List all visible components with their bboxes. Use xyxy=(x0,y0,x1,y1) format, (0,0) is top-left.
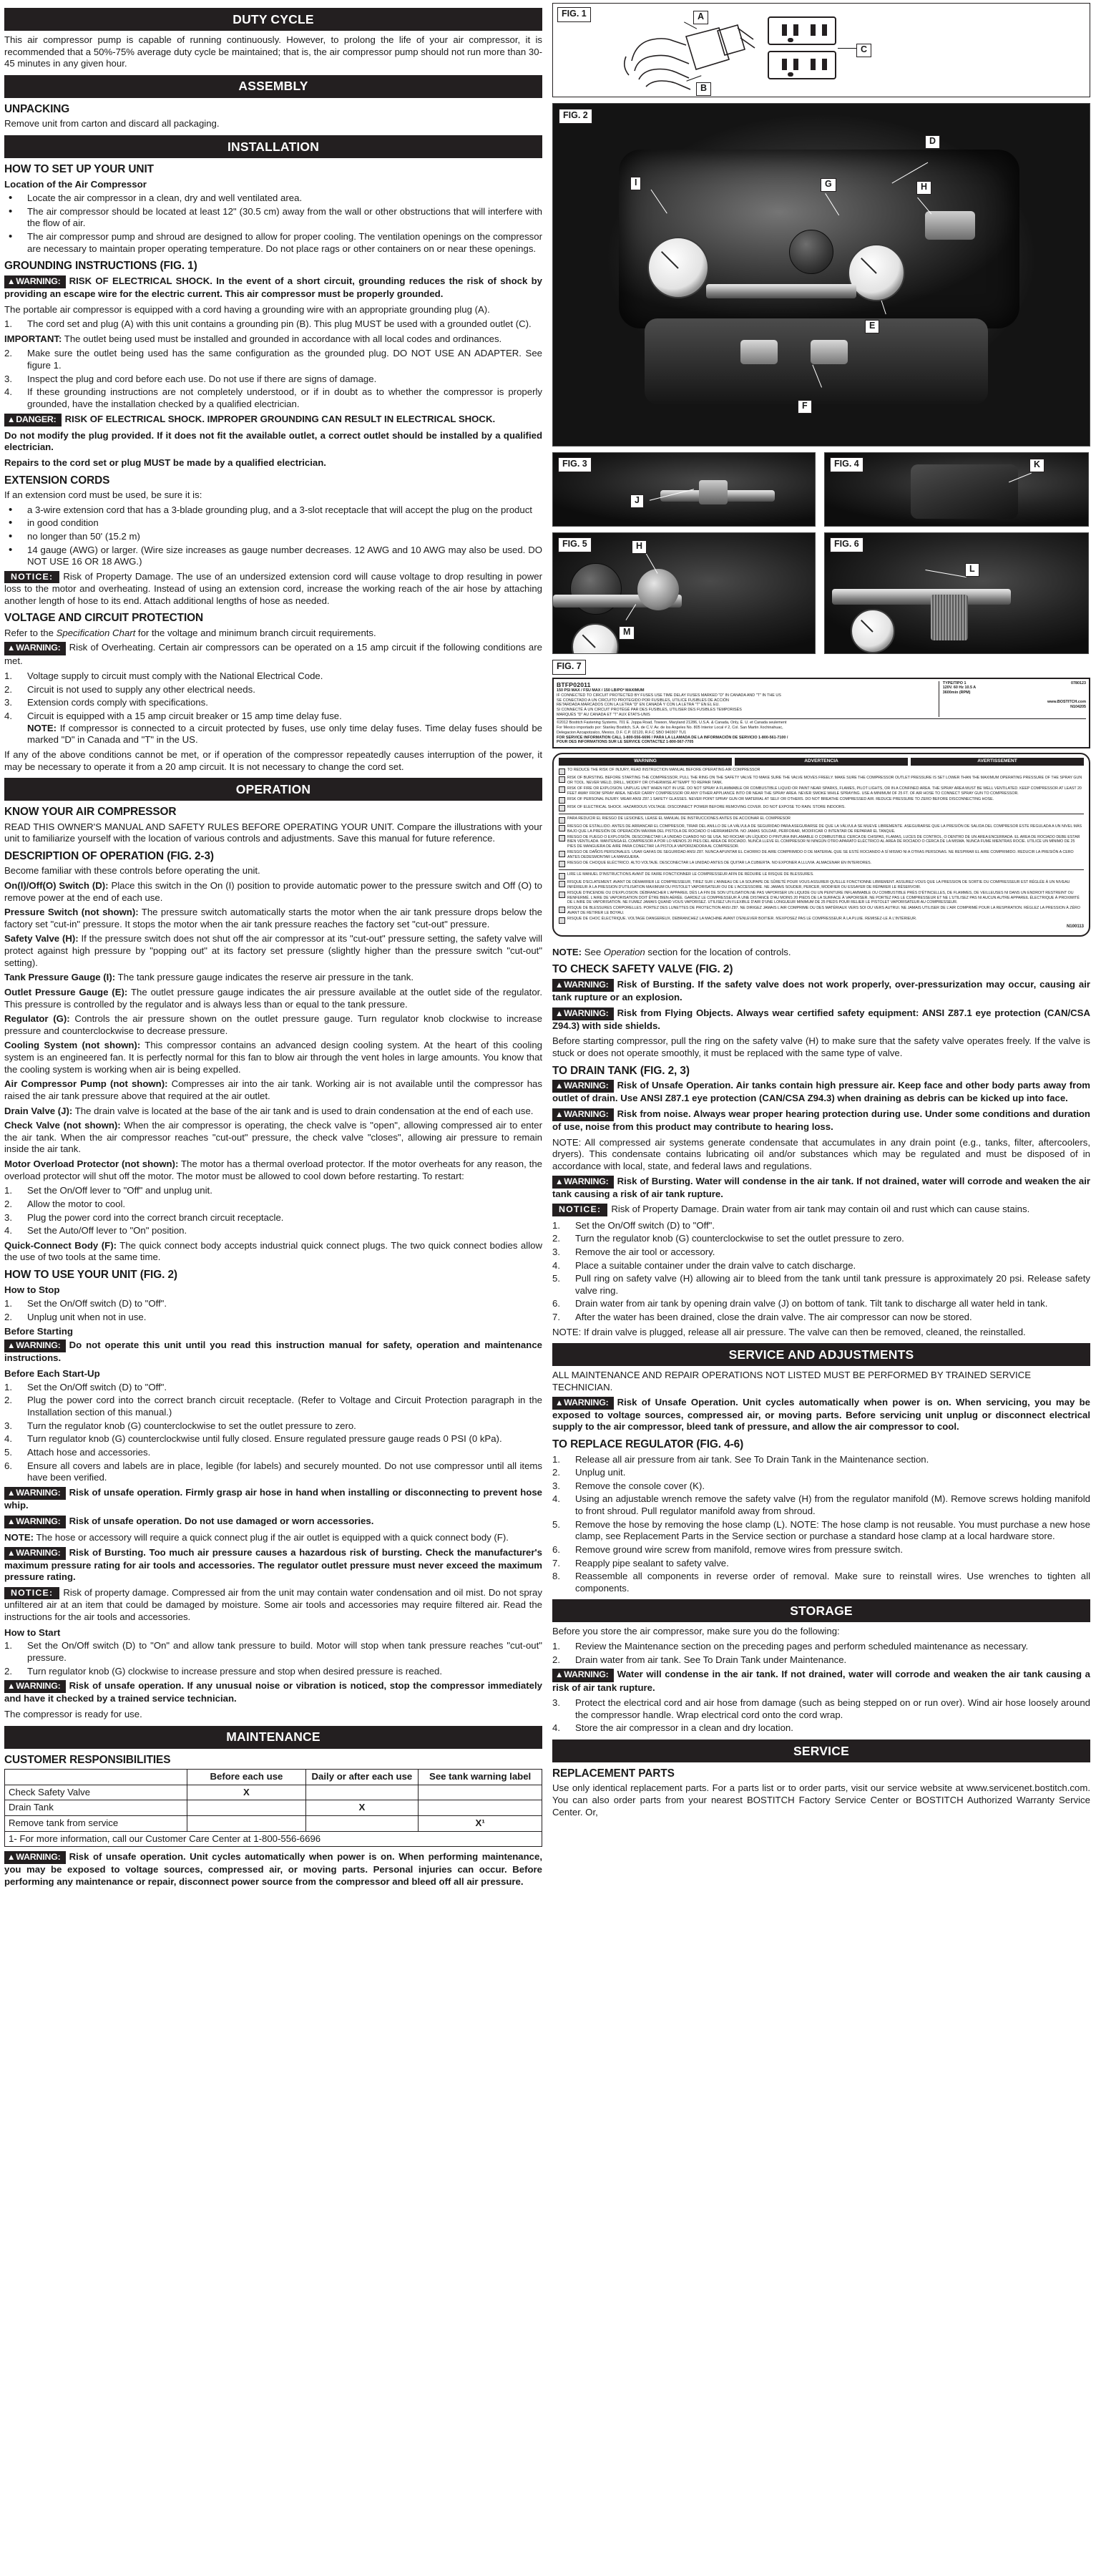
no-modify-plug: Do not modify the plug provided. If it does not fit the available outlet, a correct outlet should be installed by a qualified electrician. xyxy=(4,429,542,453)
list-item: • The air compressor should be located at least 12" (30.5 cm) away from the wall or other obstructions that will interfere with the flow of air. xyxy=(4,206,542,230)
control-safety-valve: Safety Valve (H): If the pressure switch does not shut off the air compressor at its "cut-out" pressure setting, the safety valve will protect against high pressure by "popping out" at its factory set pressure (slightly higher than the pressure switch "cut-out" setting). xyxy=(4,933,543,968)
warning-label-header-bar xyxy=(559,758,1084,766)
control-pressure-switch: Pressure Switch (not shown): The pressure switch automatically starts the motor when the air tank pressure drops below the factory set "cut-in" pressure. It stops the motor when the air tank pressure reaches the factory set "cut-out" pressure. xyxy=(4,907,542,930)
storage-intro: Before you store the air compressor, make sure you do the following: xyxy=(552,1626,840,1637)
list-item: 5. Attach hose and accessories. xyxy=(4,1446,151,1458)
list-item: • 14 gauge (AWG) or larger. (Wire size increases as gauge number decreases. 12 AWG and 10 AWG may also be used. DO NOT USE 16 OR 18 AWG.) xyxy=(4,545,542,568)
figure-tag: FIG. 7 xyxy=(552,660,586,675)
figure-2 xyxy=(552,103,1090,447)
list-item: • The air compressor pump and shroud are designed to allow for proper cooling. The ventilation openings on the compressor are necessary to maintain proper operating temperature. Do not place rags or other containers on or near these openings. xyxy=(4,231,542,255)
warning-line: RIESGO DE FUEGO O EXPLOSIÓN. DESCONECTAR LA UNIDAD CUANDO NO SE USA. NO ROCIAR UN LÍQUIDO O PINTURA INFLAMABLE O COMBUSTIBLE CERCA DE CHISPAS, FLAMAS, LUCES DE CONTROL, O DENTRO DE UN AREA ENCERRADA. EL AREA DE ROCIADO DEBE ESTAR BIEN VENTILADA. MANTENGA EL COMPRESOR A POR LO MENOS 20 PIES DEL AREA DE ROCIADO. NUNCA LLEVE EL COMPRESOR NI NINGÚN OTRO APARATO ELÉCTRICO AL AREA DE ROCIADO O CERCA DE LA MISMA. NUNCA FUME MIENTRAS ROCIE. UTILICE UN MÍNIMO DE 25 PIES DE MANGUERA DE AIRE PARA CONECTAR LA PISTOLA VAPORIZADORA AL COMPRESOR. xyxy=(559,835,1084,849)
warning-line: PARA REDUCIR EL RIESGO DE LESIONES, LEASE EL MANUAL DE INSTRUCCIONES ANTES DE ACCIONAR EL COMPRESOR xyxy=(559,816,1084,824)
section-bar-storage: STORAGE xyxy=(552,1599,1090,1622)
list-item: 1. Set the On/Off switch (D) to "Off". xyxy=(552,1219,715,1231)
list-item: • Locate the air compressor in a clean, dry and well ventilated area. xyxy=(4,192,542,205)
control-drain-valve: Drain Valve (J): The drain valve is located at the base of the air tank and is used to drain condensation at the end of each use. xyxy=(4,1105,534,1116)
list-item: 1. Voltage supply to circuit must comply with the National Electrical Code. xyxy=(4,670,323,682)
figure-6 xyxy=(824,532,1089,654)
control-motor-overload-protector: Motor Overload Protector (not shown): The motor has a thermal overload protector. If the motor overheats for any reason, the overload protector will shut off the motor. The motor must be allowed to cool down before restarting. To restart: xyxy=(4,1158,542,1181)
warning-flying-objects: ▲WARNING: Risk from Flying Objects. Always wear certified safety equipment: ANSI Z87.1 eye protection (CAN/CSA Z94.3) with side shields. xyxy=(552,1007,1090,1031)
grounding-warning: ▲WARNING: RISK OF ELECTRICAL SHOCK. In the event of a short circuit, grounding reduces the risk of shock by providing an escape wire for the electric current. This air compressor must be properly grounded. xyxy=(4,275,542,299)
callout-m: M xyxy=(619,626,635,640)
table-footnote-row xyxy=(5,1831,542,1847)
warning-badge: ▲WARNING: xyxy=(552,1008,614,1020)
right-column xyxy=(552,3,1090,1821)
list-item: 2. Circuit is not used to supply any other electrical needs. xyxy=(4,683,255,695)
warning-line: RIESGO DE ESTALLIDO. ANTES DE ARRANCAR EL COMPRESOR, TIRAR DEL ANILLO DE LA VÁLVULA DE SEGURIDAD PARA ASEGURARSE DE QUE LA VÁLVULA SE MUEVE LIBREMENTE. ASEGURARSE QUE LA PRESIÓN DE SALIDA DEL COMPRESOR ESTE REGULADA A UN NIVEL MÁS BAJO QUE LA PRESIÓN DE OPERACIÓN MÁXIMA DEL PISTOLA DE ROCIADO O HERRAMIENTA. NO JAMAS SOLDAR, PERFORAR, MODIFICAR O INTENTAR DE REPARAR EL TANQUE. xyxy=(559,824,1084,834)
restart-step-list xyxy=(4,1185,542,1237)
unpacking-body: Remove unit from carton and discard all packaging. xyxy=(4,118,220,130)
table-header-cell: Before each use xyxy=(187,1770,305,1785)
callout-k: K xyxy=(1029,459,1044,472)
customer-responsibilities-table xyxy=(4,1769,542,1847)
warning-header-es: ADVERTENCIA xyxy=(735,758,908,766)
warning-noise: ▲WARNING: Risk from noise. Always wear proper hearing protection during use. Under some conditions and duration of use, noise from this product may contribute to hearing loss. xyxy=(552,1108,1090,1133)
control-tank-pressure-gauge: Tank Pressure Gauge (I): The tank pressure gauge indicates the reserve air pressure in the tank. xyxy=(4,972,414,983)
grounding-important: IMPORTANT: The outlet being used must be installed and grounded in accordance with all local codes and ordinances. xyxy=(4,333,502,344)
list-item: 4. If these grounding instructions are not completely understood, or if in doubt as to whether the compressor is properly grounded, have the installation checked by a qualified electrician. xyxy=(4,386,542,409)
list-item: 2. Drain water from air tank. See To Drain Tank under Maintenance. xyxy=(552,1654,847,1665)
list-item: 6. Remove ground wire screw from manifold, remove wires from pressure switch. xyxy=(552,1543,904,1555)
specification-plate xyxy=(552,678,1090,748)
check-safety-valve-heading: TO CHECK SAFETY VALVE (FIG. 2) xyxy=(552,963,733,976)
warning-badge: ▲WARNING: xyxy=(552,1080,614,1093)
drain-tank-heading: TO DRAIN TANK (FIG. 2, 3) xyxy=(552,1064,690,1077)
plate-web: www.BOSTITCH.com xyxy=(1047,699,1086,704)
warning-storage-condense: ▲WARNING: Water will condense in the air tank. If not drained, water will corrode and weaken the air tank causing a risk of air tank rupture. xyxy=(552,1669,1090,1693)
regulator-knob xyxy=(789,230,833,274)
list-item: 3. Protect the electrical cord and air hose from damage (such as being stepped on or run over). Wind air hose loosely around the compressor handle. Wrap electrical cord onto the cord wrap. xyxy=(552,1697,1090,1720)
figure-1 xyxy=(552,3,1090,97)
plate-field-rpm: 3600min (RPM) xyxy=(942,691,971,696)
plate-code-2: N104205 xyxy=(1070,704,1086,709)
replacement-parts-heading: REPLACEMENT PARTS xyxy=(552,1767,675,1780)
drain-step-list xyxy=(552,1220,1090,1324)
plate-addr1: ©2012 Bostitch Fastening Systems, 701 E. Joppa Road, Towson, Maryland 21286, U.S.A. & Canada, Only, É. U. et Canada seulement xyxy=(557,721,787,726)
warning-line: RIESGO DE DAÑOS PERSONALES. USAR GAFAS DE SEGURIDAD ANSI Z87. NUNCA APUNTAR EL CHORRO DE AIRE COMPRIMIDO O DE MATERIAL QUE SE ESTÉ ROCIANDO A SÍ MISMO NI A OTRAS PERSONAS. NE RESPIRAR EL AIRE COMPRIMIDO. REDUCIR LA PRESIÓN A CERO ANTES DEDESMONTAR LA MANGUERA. xyxy=(559,850,1084,859)
voltage-refer: Refer to the Specification Chart for the voltage and minimum branch circuit requirements. xyxy=(4,627,376,638)
list-item: 1. Set the On/Off switch (D) to "Off". xyxy=(4,1381,167,1392)
callout-h: H xyxy=(916,181,931,195)
list-item: 1. Review the Maintenance section on the preceding pages and perform scheduled maintenance as necessary. xyxy=(552,1641,1029,1652)
warning-badge: ▲WARNING: xyxy=(4,1516,66,1528)
outlet-pressure-gauge xyxy=(848,244,905,301)
warning-badge: ▲WARNING: xyxy=(4,275,66,288)
plate-model: BTFP02011 xyxy=(557,680,591,688)
outlet-pressure-gauge xyxy=(572,623,619,654)
eye-protection-icon xyxy=(559,851,565,857)
control-outlet-pressure-gauge: Outlet Pressure Gauge (E): The outlet pressure gauge indicates the air pressure available at the outlet side of the regulator. This pressure is controlled by the regulator and is always less than or equal to the tank pressure. xyxy=(4,986,543,1010)
table-cell-label: Drain Tank xyxy=(5,1800,187,1816)
table-cell-mark xyxy=(419,1785,542,1800)
warning-header-fr: AVERTISSEMENT xyxy=(911,758,1084,766)
before-starting-warning: ▲WARNING: Do not operate this unit until you read this instruction manual for safety, operation and maintenance instructions. xyxy=(4,1340,542,1364)
how-to-start-list xyxy=(4,1640,542,1677)
list-item: 2. Make sure the outlet being used has the same configuration as the grounded plug. DO NOT USE AN ADAPTER. See figure 1. xyxy=(4,348,542,371)
warning-line: RIESGO DE CHOQUE ELÉCTRICO. ALTO VOLTAJE. DESCONECTAR LA UNIDAD ANTES DE QUITAR LA CUBIERTA. NO EXPONER A LLUVIA. ALMACENAR EN INTERIORES. xyxy=(559,861,1084,868)
section-bar-assembly: ASSEMBLY xyxy=(4,75,542,98)
repairs-text: Repairs to the cord set or plug MUST be made by a qualified electrician. xyxy=(4,457,326,469)
plate-addr4: FOR SERVICE INFORMATION CALL 1-800-556-6696 / PARA LA LLAMADA DE LA INFORMACIÓN DE SERVICIO 1-800-561-7100 / xyxy=(557,735,788,740)
list-item: 4. Turn regulator knob (G) counterclockwise until fully closed. Ensure regulated pressure gauge reads 0 PSI (0 kPa). xyxy=(4,1433,502,1445)
voltage-tail: If any of the above conditions cannot be met, or if operation of the compressor repeatedly causes interruption of the power, it may be necessary to operate it from a 20 amp circuit. It is not necessary to change the cord set. xyxy=(4,748,542,772)
list-item: 2. Allow the motor to cool. xyxy=(4,1198,126,1209)
note-condensate: NOTE: All compressed air systems generate condensate that accumulates in any drain point (e.g., tanks, filter, aftercoolers, dryers). This condensate contains lubricating oil and/or substances which may be regulated and must be disposed of in accordance with local, state, and federal laws and regulations. xyxy=(552,1136,1090,1171)
notice-moisture: NOTICE: Risk of property damage. Compressed air from the unit may contain water condensation and oil mist. Do not spray unfiltered air at an item that could be damaged by moisture. Some air tools and accessories may require filtered air. Read the instructions for the air tools and accessories. xyxy=(4,1586,542,1622)
list-item: 2. Plug the power cord into the correct branch circuit receptacle. (Refer to Voltage and Circuit Protection paragraph in the Installation section of this manual.) xyxy=(4,1395,542,1418)
burst-icon xyxy=(559,776,565,783)
table-cell-mark xyxy=(187,1815,305,1831)
manual-icon xyxy=(559,817,565,824)
fire-icon xyxy=(559,835,565,841)
warning-badge: ▲WARNING: xyxy=(4,1680,66,1693)
warning-badge: ▲WARNING: xyxy=(4,1487,66,1500)
warning-drain-unsafe: ▲WARNING: Risk of Unsafe Operation. Air tanks contain high pressure air. Keep face and other body parts away from outlet of drain. Use ANSI Z87.1 eye protection (CAN/CSA Z94.3) when draining as debris can be kicked up into face. xyxy=(552,1080,1090,1104)
table-footnote: 1- For more information, call our Customer Care Center at 1-800-556-6696 xyxy=(5,1831,542,1847)
extension-cord-notice: NOTICE: Risk of Property Damage. The use of an undersized extension cord will cause voltage to drop resulting in power loss to the motor and overheating. Instead of using an extension cord, increase the working reach of the air hose by attaching another length of hose to its end. Attach additional lengths of hose as needed. xyxy=(4,570,542,606)
figure-tag: FIG. 2 xyxy=(559,109,592,124)
list-item: 5. Pull ring on safety valve (H) allowing air to bleed from the tank until tank pressure is approximately 20 psi. Release safety valve ring. xyxy=(552,1273,1090,1296)
location-bullet-list xyxy=(4,192,542,255)
unpacking-heading: UNPACKING xyxy=(4,102,70,115)
list-item: 7. Reapply pipe sealant to safety valve. xyxy=(552,1557,729,1568)
notice-drain-stains: NOTICE: Risk of Property Damage. Drain water from air tank may contain oil and rust which can cause stains. xyxy=(552,1204,1090,1216)
list-item: 1. Set the On/Off lever to "Off" and unplug unit. xyxy=(4,1185,212,1196)
list-item: 2. Turn regulator knob (G) clockwise to increase pressure and stop when desired pressure is reached. xyxy=(4,1665,443,1677)
grounding-step-list xyxy=(4,318,542,331)
storage-step-list xyxy=(552,1641,1090,1666)
warning-badge: ▲WARNING: xyxy=(552,1108,614,1121)
list-item: 1. Release all air pressure from air tank. See To Drain Tank in the Maintenance section. xyxy=(552,1453,929,1465)
warning-line: RISQUE DE BLESSURES CORPORELLES. PORTEZ DES LUNETTES DE PROTECTION ANSI Z87. NE DIRIGEZ JAMAIS L'AIR COMPRIME OU DES MATÉRIAUX VERS SOI OU VERS AUTRUI. NE JAMAIS UTILISER DE L'AIR COMPRIMÉ POUR LA RESPIRATION. RÉGLEZ LA PRESSION À ZÉRO AVANT DE RETIRER LE BOYAU. xyxy=(559,906,1084,915)
plate-addr2: For Mexico importado por: Stanley Bostitch, S.A. de C.V. Av. de los Angeles No. 805 Interior Local # 2, Col. San Martin Xochinahuac, xyxy=(557,726,783,731)
table-cell-mark: X xyxy=(187,1785,305,1800)
table-cell-mark xyxy=(187,1800,305,1816)
warning-badge: ▲WARNING: xyxy=(4,1851,66,1864)
manual-icon xyxy=(559,769,565,775)
pressure-gauge xyxy=(851,609,895,653)
callout-l: L xyxy=(965,563,979,577)
section-bar-duty-cycle: DUTY CYCLE xyxy=(4,8,542,31)
list-item: 2. Unplug unit when not in use. xyxy=(4,1311,147,1322)
before-each-startup-list xyxy=(4,1382,542,1484)
callout-h: H xyxy=(632,540,647,554)
warning-unit-cycles: ▲WARNING: Risk of unsafe operation. Unit cycles automatically when power is on. When performing maintenance, you may be exposed to voltage sources, compressed air, or moving parts. Personal injuries can occur. Before performing any maintenance or repair, disconnect power source from the compressor and bleed off all air pressure. xyxy=(4,1851,542,1888)
grounding-heading: GROUNDING INSTRUCTIONS (FIG. 1) xyxy=(4,260,197,273)
description-intro: Become familiar with these controls before operating the unit. xyxy=(4,865,260,877)
warning-sv-bursting: ▲WARNING: Risk of Bursting. If the safety valve does not work properly, over-pressurization may occur, causing air tank rupture or an explosion. xyxy=(552,978,1090,1002)
know-compressor-heading: KNOW YOUR AIR COMPRESSOR xyxy=(4,806,177,819)
know-compressor-body: READ THIS OWNER'S MANUAL AND SAFETY RULES BEFORE OPERATING YOUR UNIT. Compare the illustrations with your unit to familiarize yourself with the location of various controls and adjustments. Save this manual for future reference. xyxy=(4,821,542,844)
voltage-warning: ▲WARNING: Risk of Overheating. Certain air compressors can be operated on a 15 amp circuit if the following conditions are met. xyxy=(4,642,542,666)
table-header-row xyxy=(5,1770,542,1785)
tank-pressure-gauge xyxy=(647,237,709,298)
list-item: 5. Remove the hose by removing the hose clamp (L). NOTE: The hose clamp is not reusable. You must purchase a new hose clamp, see Replacement Parts in the Service section or purchase a standard hose clamp at a local hardware store. xyxy=(552,1518,1090,1542)
list-item: 4. Store the air compressor in a clean and dry location. xyxy=(552,1722,793,1734)
plate-line3: RETARDADA MARCADOS CON LA LETRA "D" EN CANADÁ Y CON LA LETRA "T" EN EL EU. xyxy=(557,703,720,708)
warning-line: RISK OF BURSTING. BEFORE STARTING THE COMPRESSOR, PULL THE RING ON THE SAFETY VALVE TO MAKE SURE THE VALVE MOVES FREELY. MAKE SURE THE COMPRESSOR OUTLET PRESSURE IS SET LOWER THAN THE MAXIMUM OPERATING PRESSURE OF THE SPRAY GUN OR TOOL. NEVER WELD, DRILL, MODIFY OR OTHERWISE ATTEMPT TO REPAIR TANK. xyxy=(559,776,1084,785)
warning-badge: ▲WARNING: xyxy=(4,1340,66,1352)
plate-addr3: Delegacion Azcapotzalco, Mexico, D.F. C.P. 02120, R.F.C SBO 940307 TU1 xyxy=(557,730,687,735)
callout-i: I xyxy=(630,177,641,190)
plate-line5: MARQUÉS "D" AU CANADA ET "T" AUX ÉTATS-UNIS xyxy=(557,712,650,717)
duty-cycle-body: This air compressor pump is capable of running continuously. However, to prolong the life of your air compressor, it is recommended that a 50%-75% average duty cycle be maintained; that is, the air compressor pump should not run more than 30-45 minutes in any given hour. xyxy=(4,34,542,69)
note-see-operation: NOTE: See Operation section for the location of controls. xyxy=(552,946,791,957)
callout-g: G xyxy=(821,178,836,192)
warning-vibration: ▲WARNING: Risk of unsafe operation. If any unusual noise or vibration is noticed, stop the compressor immediately and have it checked by a trained service technician. xyxy=(4,1680,542,1704)
warning-label-code: N100113 xyxy=(1066,924,1084,930)
shock-icon xyxy=(559,917,565,924)
plate-field-volts: 120V. 60 Hz 10.5 A xyxy=(942,686,977,691)
warning-line: RISK OF FIRE OR EXPLOSION. UNPLUG UNIT WHEN NOT IN USE. DO NOT SPRAY A FLAMMABLE OR COMBUSTIBLE LIQUID OR PAINT NEAR SPARKS, FLAMES, PILOT LIGHTS, OR IN A CONFINED AREA. THE SPRAY AREA MUST BE WELL VENTILATED. KEEP COMPRESSOR AT LEAST 20 FEET AWAY FROM SPRAY AREA. NEVER CARRY COMPRESSOR OR ANY OTHER APPLIANCE INTO OR NEAR THE SPRAY AREA. NEVER SMOKE WHILE SPRAYING. USE A MINIMUM OF 25 FT. OF AIR HOSE TO CONNECT SPRAY GUN TO COMPRESSOR. xyxy=(559,786,1084,796)
burst-icon xyxy=(559,825,565,831)
table-cell-mark xyxy=(419,1800,542,1816)
eye-protection-icon xyxy=(559,907,565,913)
warning-line: LIRE LE MANUEL D'INSTRUCTIONS AVANT DE FAIRE FONCTIONNER LE COMPRESSEUR AFIN DE RÉDUIRE LE RISQUE DE BLESSURES. xyxy=(559,872,1084,879)
voltage-protection-heading: VOLTAGE AND CIRCUIT PROTECTION xyxy=(4,612,204,625)
table-header-cell: Daily or after each use xyxy=(305,1770,419,1785)
service-adjust-intro: ALL MAINTENANCE AND REPAIR OPERATIONS NOT LISTED MUST BE PERFORMED BY TRAINED SERVICE TECHNICIAN. xyxy=(552,1370,1032,1393)
compressor-ready: The compressor is ready for use. xyxy=(4,1708,142,1719)
list-item: 4. Set the Auto/Off lever to "On" position. xyxy=(4,1225,187,1236)
callout-f: F xyxy=(798,400,812,414)
plate-field-type: TYPE/TIPO 1 xyxy=(942,680,967,686)
warning-bursting: ▲WARNING: Risk of Bursting. Too much air pressure causes a hazardous risk of bursting. Check the manufacturer's maximum pressure rating for air tools and accessories. The regulator outlet pressure must never exceed the maximum pressure rating. xyxy=(4,1546,542,1583)
warning-hose-whip: ▲WARNING: Risk of unsafe operation. Firmly grasp air hose in hand when installing or disconnecting to prevent hose whip. xyxy=(4,1486,542,1511)
control-regulator: Regulator (G): Controls the air pressure shown on the outlet pressure gauge. Turn regulator knob clockwise to increase pressure and counterclockwise to decrease pressure. xyxy=(4,1013,542,1036)
warning-badge: ▲WARNING: xyxy=(552,1397,614,1410)
list-item: 1. Set the On/Off switch (D) to "On" and allow tank pressure to build. Motor will stop when tank pressure reaches "cut-out" pressure. xyxy=(4,1640,542,1663)
warning-header-en: WARNING xyxy=(559,758,732,766)
before-starting-heading: Before Starting xyxy=(4,1326,74,1337)
figure-4 xyxy=(824,452,1089,527)
replacement-parts-body: Use only identical replacement parts. For a parts list or to order parts, visit our service website at www.servicenet.bostitch.com. You can also order parts from your nearest BOSTITCH Factory Service Center or BOSTITCH Authorized Warranty Service Center. Or, xyxy=(552,1782,1090,1818)
list-item: 6. Ensure all covers and labels are in place, legible (for labels) and securely mounted. Do not use compressor until all items have been verified. xyxy=(4,1460,542,1483)
control-quick-connect-body: Quick-Connect Body (F): The quick connect body accepts industrial quick connect plugs. The two quick connect bodies allow the use of two tools at the same time. xyxy=(4,1239,542,1263)
extension-cord-bullet-list xyxy=(4,504,542,568)
fire-icon xyxy=(559,786,565,793)
how-to-stop-list xyxy=(4,1298,542,1323)
warning-line: RISQUE DE CHOC ÉLECTRIQUE. VOLTAGE DANGEREUX. DEBRANCHEZ LA MACHINE AVANT D'ENLEVER BOITIER. N'EXPOSEZ PAS LE COMPRESSEUR À LA PLUIE. REMISEZ-LE À L'INTÉRIEUR. xyxy=(559,917,1084,924)
control-onoff-switch: On(I)/Off(O) Switch (D): Place this switch in the On (I) position to provide automatic power to the pressure switch and Off (O) to remove power at the end of each use. xyxy=(4,879,542,903)
table-cell-mark xyxy=(305,1785,419,1800)
figure-tag: FIG. 5 xyxy=(558,537,592,552)
replace-regulator-list xyxy=(552,1454,1090,1595)
drain-note: NOTE: If drain valve is plugged, release all air pressure. The valve can then be removed, cleaned, the reinstalled. xyxy=(552,1326,1026,1337)
customer-responsibilities-heading: CUSTOMER RESPONSIBILITIES xyxy=(4,1753,171,1766)
section-bar-service: SERVICE xyxy=(552,1740,1090,1762)
callout-e: E xyxy=(865,320,879,333)
list-item: 1. The cord set and plug (A) with this unit contains a grounding pin (B). This plug MUST be used with a grounded outlet (C). xyxy=(4,318,532,330)
section-bar-installation: INSTALLATION xyxy=(4,135,542,158)
section-bar-operation: OPERATION xyxy=(4,778,542,801)
list-item: 3. Extension cords comply with specifications. xyxy=(4,697,208,708)
table-header-cell xyxy=(5,1770,187,1785)
figure-7 xyxy=(552,660,1090,675)
table-row xyxy=(5,1785,542,1800)
outlet-lower xyxy=(768,51,836,79)
list-item: 2. Turn the regulator knob (G) counterclockwise to set the outlet pressure to zero. xyxy=(552,1233,904,1244)
warning-line: RISQUE D'ECLATEMENT. AVANT DE DÉMARRER LE COMPRESSEUR, TIREZ SUR L'ANNEAU DE LA SOUPAPE DE SÛRETÉ POUR VOUS ASSURER QU'ELLE FONCTIONNE LIBREMENT. ASSUREZ-VOUS QUE LA PRESSION DE SORTIE DU COMPRESSEUR EST RÉGLÉE À UN NIVEAU INFÉRIEUR À LA PRESSION D'UTILISATION MAXIMUM DU PISTOLET VAPORISATEUR OU DE L'ACCESSOIRE. NE JAMAIS SOUDER, PERCER, MODIFIER OU ESSAYER DE RÉPARER LE RÉSERVOIR. xyxy=(559,880,1084,889)
warning-line: RISK OF PERSONAL INJURY. WEAR ANSI Z87.1 SAFETY GLASSES. NEVER POINT SPRAY GUN OR MATERIAL AT SELF OR OTHERS. DO NOT BREATHE COMPRESSED AIR. REDUCE PRESSURE TO ZERO BEFORE DISCONNECTING HOSE. xyxy=(559,797,1084,804)
figure-tag: FIG. 6 xyxy=(830,537,863,552)
warning-badge: ▲WARNING: xyxy=(552,1669,614,1682)
list-item: • a 3-wire extension cord that has a 3-blade grounding plug, and a 3-slot receptacle that will accept the plug on the product xyxy=(4,504,542,517)
manual-icon xyxy=(559,873,565,879)
list-item: 2. Unplug unit. xyxy=(552,1467,626,1478)
plate-addr5: POUR DES INFORMATIONS SUR LE SERVICE CONTACTEZ 1-800-567-7705 xyxy=(557,740,694,745)
warning-badge: ▲WARNING: xyxy=(552,1176,614,1189)
list-item: 1. Set the On/Off switch (D) to "Off". xyxy=(4,1298,167,1309)
callout-j: J xyxy=(630,494,644,508)
list-item: 3. Plug the power cord into the correct branch circuit receptacle. xyxy=(4,1211,284,1223)
left-column xyxy=(4,3,542,1892)
table-cell-mark: X¹ xyxy=(419,1815,542,1831)
list-item: • no longer than 50' (15.2 m) xyxy=(4,531,542,543)
list-item: 7. After the water has been drained, close the drain valve. The air compressor can now be stored. xyxy=(552,1312,972,1323)
list-item: 4. Circuit is equipped with a 15 amp circuit breaker or 15 amp time delay fuse. NOTE: If compressor is connected to a circuit protected by fuses, use only time delay fuses. Time delay fuses should be marked "D" in Canada and "T" in the US. xyxy=(4,711,542,746)
warning-service-unsafe: ▲WARNING: Risk of Unsafe Operation. Unit cycles automatically when power is on. When servicing, you may be exposed to voltage sources, compressed air, or moving parts. Before servicing unit unplug or disconnect electrical supply to the air compressor, bleed tank of pressure, and allow the air compressor to cool. xyxy=(552,1396,1090,1433)
list-item: 4. Place a suitable container under the drain valve to catch discharge. xyxy=(552,1259,856,1271)
warning-damaged-accessories: ▲WARNING: Risk of unsafe operation. Do not use damaged or worn accessories. xyxy=(4,1516,542,1528)
table-cell-mark: X xyxy=(305,1800,419,1816)
outlet-upper xyxy=(768,16,836,45)
list-item: 3. Inspect the plug and cord before each use. Do not use if there are signs of damage. xyxy=(4,373,377,384)
replace-regulator-heading: TO REPLACE REGULATOR (FIG. 4-6) xyxy=(552,1438,744,1451)
burst-icon xyxy=(559,881,565,887)
fire-icon xyxy=(559,892,565,898)
callout-c: C xyxy=(856,44,871,57)
how-to-use-heading: HOW TO USE YOUR UNIT (FIG. 2) xyxy=(4,1269,177,1282)
warning-badge: ▲WARNING: xyxy=(4,642,66,655)
grounding-intro: The portable air compressor is equipped with a cord having a grounding wire with an appropriate grounding plug (A). xyxy=(4,303,490,315)
list-item: 3. Remove the console cover (K). xyxy=(552,1480,705,1491)
callout-a: A xyxy=(693,11,708,24)
storage-step-list-2 xyxy=(552,1697,1090,1735)
list-item: 4. Using an adjustable wrench remove the safety valve (H) from the regulator manifold (M). Remove screws holding manifold to front shroud. Pull regulator manifold away from shroud. xyxy=(552,1493,1090,1517)
plate-code-1: 0780123 xyxy=(1071,680,1086,686)
table-header-cell: See tank warning label xyxy=(419,1770,542,1785)
extension-cords-intro: If an extension cord must be used, be sure it is: xyxy=(4,489,202,501)
voltage-step-list xyxy=(4,670,542,746)
table-row xyxy=(5,1800,542,1816)
list-item: 3. Remove the air tool or accessory. xyxy=(552,1246,715,1257)
how-to-start-heading: How to Start xyxy=(4,1626,61,1638)
warning-line: RISQUE D'INCENDIE OU D'EXPLOSION. DÉBRANCHER L'APPAREIL DÈS LA FIN DE SON UTILISATION.NE PAS VAPORISER UN LIQUIDE OU UN PEINTURE INFLAMMABLE OU COMBUSTIBLE PRÈS D'ÉTINCELLES, DE FLAMMES, DE VEILLEUSES NI DANS UN ENDROIT RESTREINT OU RENFERMÉ. L'AIRE DE VAPORISATION DOIT ÊTRE BIEN AÉRÉE. GARDEZ LE COMPRESSEUR À UNE DISTANCE D'AU MOINS 20 PIEDS DE LA SURFACE À VAPORISER. NE PORTEZ PAS LE COMPRESSEUR ET NE L'UTILISEZ PAS NI AUCUN AUTRE APPAREIL ÉLECTRIQUE À PROXIMITÉ DE L'AIRE DE VAPORISATION. NE FUMEZ JAMAIS QUAND VOUS VAPORISEZ. UTILISEZ UN FLEXIBLE D'AIR D'UNE LONGUEUR MINIMUM DE 25 PIEDS POUR RELIER LE PISTOLET VAPORISATEUR AU COMPRESSEUR. xyxy=(559,891,1084,905)
warning-badge: ▲WARNING: xyxy=(4,1547,66,1560)
section-bar-service-adjustments: SERVICE AND ADJUSTMENTS xyxy=(552,1343,1090,1366)
description-operation-heading: DESCRIPTION OF OPERATION (FIG. 2-3) xyxy=(4,849,214,862)
plate-line2: SE CONECTADO A UN CIRCUITO PROTEGIDO POR FUSIBLES, UTILICE FUSIBLES DE ACCIÓN xyxy=(557,698,729,703)
control-cooling-system: Cooling System (not shown): This compressor contains an advanced design cooling system. At the heart of this cooling system is an engineered fan. It is perfectly normal for this fan to blow air through the vent holes in large amounts. You know that the cooling system is working when air is being expelled. xyxy=(4,1040,542,1075)
callout-d: D xyxy=(925,135,940,149)
plate-line4: SI CONNECTÉ À UN CIRCUIT PROTÉGÉ PAR DES FUSIBLES, UTILISER DES FUSIBLES TEMPORISÉS xyxy=(557,708,742,713)
note-quick-connect: NOTE: The hose or accessory will require a quick connect plug if the air outlet is equipped with a quick connect body (F). xyxy=(4,1531,509,1543)
notice-badge: NOTICE: xyxy=(552,1204,607,1216)
plate-desc: 150 PSI MAX / FSU MAX / 150 LB/PO² MAXIMUM xyxy=(557,688,645,693)
warning-line: RISK OF ELECTRICAL SHOCK. HAZARDOUS VOLTAGE. DISCONNECT POWER BEFORE REMOVING COVER. DO NOT EXPOSE TO RAIN. STORE INDOORS. xyxy=(559,805,1084,812)
list-item: 6. Drain water from air tank by opening drain valve (J) on bottom of tank. Tilt tank to discharge all water held in tank. xyxy=(552,1298,1048,1309)
list-item: • in good condition xyxy=(4,517,542,530)
hand-plug-illustration xyxy=(617,11,768,97)
table-cell-mark xyxy=(305,1815,419,1831)
danger-badge: ▲DANGER: xyxy=(4,414,62,426)
figure-tag: FIG. 4 xyxy=(830,457,863,472)
control-check-valve: Check Valve (not shown): When the air compressor is operating, the check valve is "open", allowing compressed air to enter the air tank. When the air compressor reaches "cut-out" pressure, the check valve "closes", allowing air pressure to remain inside the air tank. xyxy=(4,1120,542,1155)
location-heading: Location of the Air Compressor xyxy=(4,179,147,190)
table-cell-label: Check Safety Valve xyxy=(5,1785,187,1800)
plate-note: IF CONNECTED TO CIRCUIT PROTECTED BY FUSES USE TIME DELAY FUSES MARKED "D" IN CANADA AND "T" IN THE US xyxy=(557,693,781,698)
figure-row-5-6 xyxy=(552,532,1090,654)
figure-tag: FIG. 1 xyxy=(557,7,591,22)
table-cell-label: Remove tank from service xyxy=(5,1815,187,1831)
grounding-step-list-2 xyxy=(4,348,542,410)
list-item: 3. Turn the regulator knob (G) counterclockwise to set the outlet pressure to zero. xyxy=(4,1420,356,1431)
trilingual-warning-label xyxy=(552,753,1090,937)
how-to-stop-heading: How to Stop xyxy=(4,1284,60,1296)
table-row xyxy=(5,1815,542,1831)
notice-badge: NOTICE: xyxy=(4,1587,59,1599)
setup-heading: HOW TO SET UP YOUR UNIT xyxy=(4,163,154,176)
list-item: 8. Reassemble all components in reverse order of removal. Make sure to reinstall wires. Use wrenches to tighten all components. xyxy=(552,1571,1090,1594)
before-each-startup-heading: Before Each Start-Up xyxy=(4,1368,100,1380)
control-air-compressor-pump: Air Compressor Pump (not shown): Compresses air into the air tank. Working air is not available until the compressor has raised the air tank pressure above that required at the air outlet. xyxy=(4,1078,542,1101)
figure-tag: FIG. 3 xyxy=(558,457,592,472)
safety-valve-body: Before starting compressor, pull the ring on the safety valve (H) to make sure that the safety valve operates freely. If the valve is stuck or does not operate smoothly, it must be replaced with the same type of valve. xyxy=(552,1035,1090,1059)
grounding-danger: ▲DANGER: RISK OF ELECTRICAL SHOCK. IMPROPER GROUNDING CAN RESULT IN ELECTRICAL SHOCK. xyxy=(4,414,542,426)
figure-3 xyxy=(552,452,816,527)
shock-icon xyxy=(559,805,565,811)
figure-row-3-4 xyxy=(552,452,1090,527)
eye-protection-icon xyxy=(559,797,565,804)
notice-badge: NOTICE: xyxy=(4,571,59,583)
warning-badge: ▲WARNING: xyxy=(552,979,614,992)
section-bar-maintenance: MAINTENANCE xyxy=(4,1726,542,1749)
shock-icon xyxy=(559,861,565,867)
warning-line: TO REDUCE THE RISK OF INJURY, READ INSTRUCTION MANUAL BEFORE OPERATING AIR COMPRESSOR xyxy=(559,768,1084,775)
warning-tank-rupture: ▲WARNING: Risk of Bursting. Water will condense in the air tank. If not drained, water will corrode and weaken the air tank causing a risk of air tank rupture. xyxy=(552,1175,1090,1199)
figure-5 xyxy=(552,532,816,654)
extension-cords-heading: EXTENSION CORDS xyxy=(4,474,110,487)
callout-b: B xyxy=(696,82,711,96)
